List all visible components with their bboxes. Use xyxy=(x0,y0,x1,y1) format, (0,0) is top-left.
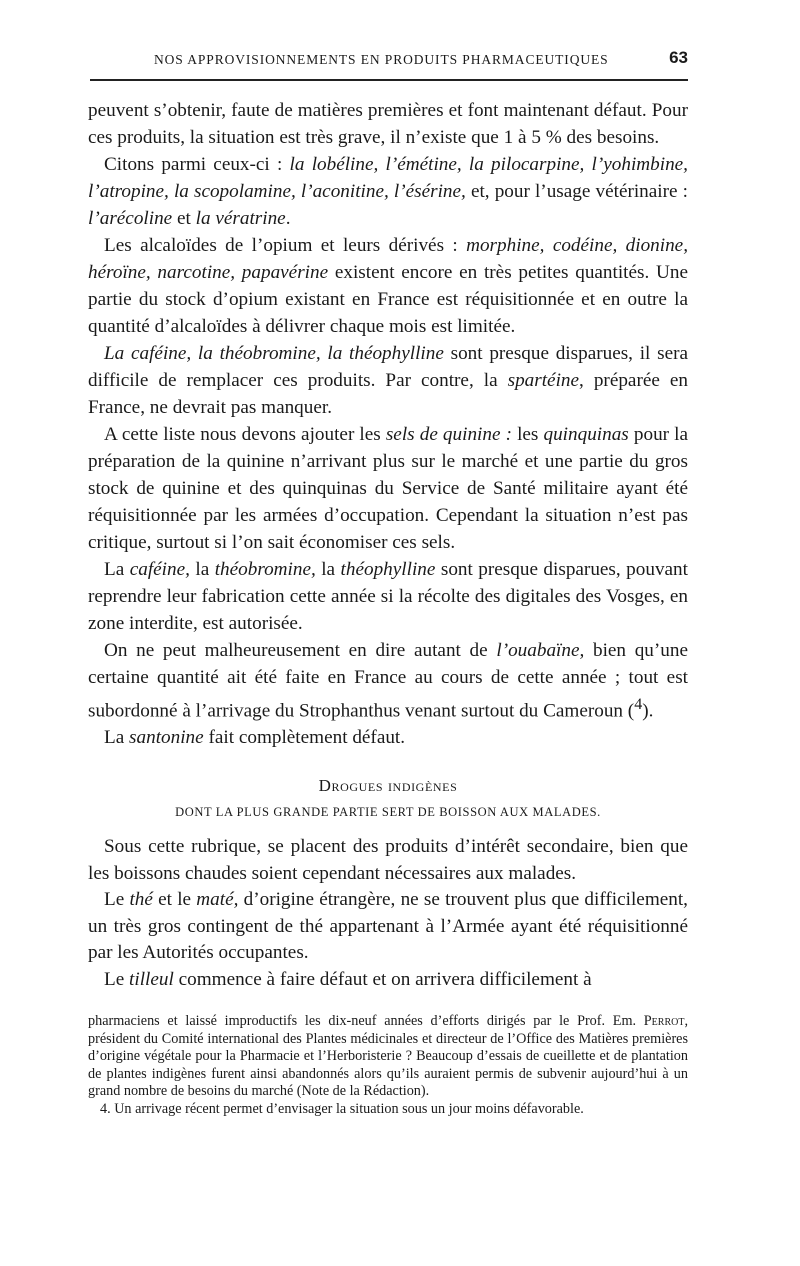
author-name: Perrot xyxy=(643,1013,685,1029)
footnote-continued: pharmaciens et laissé improductifs les dix-neuf années d’efforts dirigés par le Prof. Em. Perrot, président du Comité international des Plantes médicinales et directeur de l’Office des Matières premières d’origine végétale pour la Pharmacie et l’Herboristerie ? Beaucoup d’essais de cueillette et de plantation de plantes indigènes furent ainsi abandonnés alors qu’ils auraient permis de subvenir aujourd’hui à un grand nombre de besoins du marché (Note de la Rédaction). xyxy=(88,1013,688,1100)
header-rule xyxy=(90,79,688,81)
paragraph: A cette liste nous devons ajouter les sels de quinine : les quinquinas pour la préparation de la quinine n’arrivant plus sur le marché et une partie du gros stock de quinine et des quinquinas du Service de Santé militaire ayant été réquisitionnée par les armées d’occupation. Cependant la situation n’est pas critique, surtout si l’on sait économiser ces sels. xyxy=(88,424,688,553)
body-text-section-1 xyxy=(88,97,688,751)
paragraph: peuvent s’obtenir, faute de matières premières et font maintenant défaut. Pour ces produits, la situation est très grave, il n’existe que 1 à 5 % des besoins. xyxy=(88,100,688,148)
paragraph: Citons parmi ceux-ci : la lobéline, l’émétine, la pilocarpine, l’yohimbine, l’atropine, la scopolamine, l’aconitine, l’ésérine, et, pour l’usage vétérinaire : l’arécoline et la vératrine. xyxy=(88,154,688,229)
paragraph: Les alcaloïdes de l’opium et leurs dérivés : morphine, codéine, dionine, héroïne, narcotine, papavérine existent encore en très petites quantités. Une partie du stock d’opium existant en France est réquisitionnée et en outre la quantité d’alcaloïdes à délivrer chaque mois est limitée. xyxy=(88,235,688,337)
body-text-section-2 xyxy=(88,834,688,993)
paragraph: Le tilleul commence à faire défaut et on arrivera difficilement à xyxy=(104,968,592,990)
page-header xyxy=(88,48,688,72)
section-heading: Drogues indigènes xyxy=(318,776,458,795)
paragraph: On ne peut malheureusement en dire autant de l’ouabaïne, bien qu’une certaine quantité ait été faite en France au cours de cette année ; tout est subordonné à l’arrivage du Strophanthus venant surtout du Cameroun ($^4$). xyxy=(88,640,688,722)
paragraph: Sous cette rubrique, se placent des produits d’intérêt secondaire, bien que les boissons chaudes soient cependant nécessaires aux malades. xyxy=(88,836,688,884)
footnotes xyxy=(88,1013,688,1119)
paragraph: La caféine, la théobromine, la théophylline sont presque disparues, il sera difficile de remplacer ces produits. Par contre, la spartéine, préparée en France, ne devrait pas manquer. xyxy=(88,343,688,418)
running-title: NOS APPROVISIONNEMENTS EN PRODUITS PHARMACEUTIQUES xyxy=(154,52,609,67)
paragraph: La santonine fait complètement défaut. xyxy=(104,727,406,749)
paragraph: La caféine, la théobromine, la théophylline sont presque disparues, pouvant reprendre leur fabrication cette année si la récolte des digitales des Vosges, en zone interdite, est autorisée. xyxy=(88,559,688,634)
footnote-ref: 4 xyxy=(634,696,643,713)
page-number: 63 xyxy=(669,48,688,67)
section-subheading: DONT LA PLUS GRANDE PARTIE SERT DE BOISSON AUX MALADES. xyxy=(175,805,601,819)
footnote-4: 4. Un arrivage récent permet d’envisager la situation sous un jour moins défavorable. xyxy=(100,1100,584,1117)
paragraph: Le thé et le maté, d’origine étrangère, ne se trouvent plus que difficilement, un très gros contingent de thé appartenant à l’Armée ayant été réquisitionné par les Autorités occupantes. xyxy=(88,889,688,963)
